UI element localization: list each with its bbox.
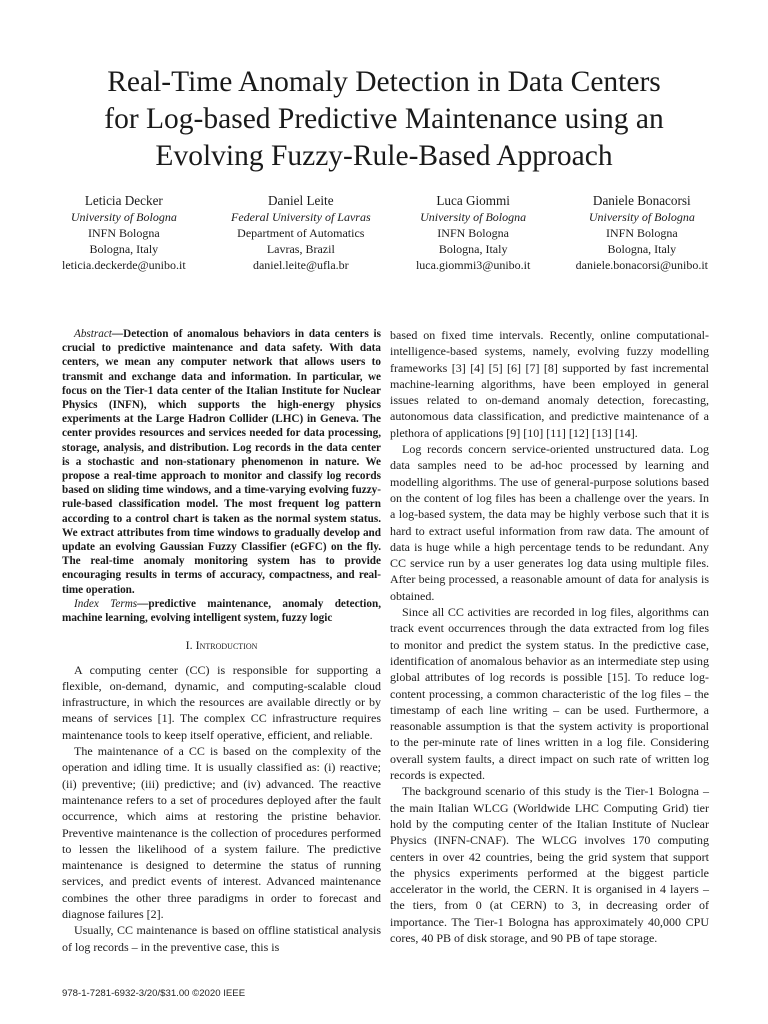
author-name: Leticia Decker <box>84 193 163 208</box>
author-email: daniele.bonacorsi@unibo.it <box>575 258 708 272</box>
paragraph: The background scenario of this study is the Tier-1 Bologna – the main Italian WLCG (Worldwide LHC Computing Grid) tier hold by the computing center of the Italian Institute of Nuclear Physics (INFN-CNAF). The WLCG involves 170 computing centers in over 42 countries, being the grid system that support the physics experiments performed at the biggest particle accelerator in the world, the CERN. It is organised in 4 layers – the tiers, from 0 (at CERN) to 3, in decreasing order of importance. The Tier-1 Bologna has approximately 40,000 CPU cores, 40 PB of disk storage, and 90 PB of tape storage. <box>390 784 709 945</box>
paragraph: Since all CC activities are recorded in log files, algorithms can track event occurrences through the data extracted from log files to monitor and predict the system status. In the predictive case, identification of anomalous behavior as an intermediate step using global attributes of log records is possible [15]. To reduce log-content processing, a common characteristic of the log files – the timestamp of each line writing – can be used. Furthermore, a reasonable assumption is that the system activity is proportional to the per-minute rate of lines written in a log file. Considering overall system faults, a direct impact on such rate of written log records is expected. <box>390 605 709 783</box>
author-location: Lavras, Brazil <box>266 242 335 256</box>
author-org: INFN Bologna <box>437 226 509 240</box>
author-org: Department of Automatics <box>237 226 365 240</box>
right-column <box>390 327 709 946</box>
author-email: leticia.deckerde@unibo.it <box>62 258 186 272</box>
author-block <box>416 192 530 273</box>
index-terms <box>62 597 381 625</box>
author-affiliation: University of Bologna <box>420 210 527 224</box>
paper-title <box>40 64 728 175</box>
paragraph: based on fixed time intervals. Recently, online computational-intelligence-based systems, namely, evolving fuzzy modelling frameworks [3] [4] [5] [6] [7] [8] supported by fast incremental machine-learning algorithms, have been employed in general issues related to on-demand anomaly detection, forecasting, autonomous data classification, and predictive maintenance of a plethora of applications [9] [10] [11] [12] [13] [14]. <box>390 328 709 440</box>
index-terms-text: —predictive maintenance, anomaly detection, machine learning, evolving intelligent system, fuzzy logic <box>62 597 382 625</box>
paragraph: Usually, CC maintenance is based on offline statistical analysis of log records – in the preventive case, this is <box>62 923 381 954</box>
author-email: daniel.leite@ufla.br <box>252 258 349 272</box>
section-heading <box>62 637 381 653</box>
author-block <box>576 192 708 273</box>
author-block <box>62 192 186 273</box>
author-location: Bologna, Italy <box>89 242 159 256</box>
author-name: Luca Giommi <box>436 193 510 208</box>
copyright-footer: 978-1-7281-6932-3/20/$31.00 ©2020 IEEE <box>62 988 246 999</box>
section-title: Introduction <box>195 638 258 653</box>
author-org: INFN Bologna <box>605 226 678 240</box>
paragraph: Log records concern service-oriented unstructured data. Log data samples need to be ad-hoc processed by learning and modelling algorithms. The use of general-purpose solutions based on the content of log files has been a challenge over the years. In a log-based system, the data may be highly verbose such that it is hard to extract useful information from raw data. The amount of data is huge while a high percentage tends to be redundant. Any CC service run by a user generates log data using multiple files. After being processed, a reasonable amount of data for analysis is obtained. <box>390 442 709 603</box>
author-affiliation: Federal University of Lavras <box>230 210 371 224</box>
author-block <box>231 192 371 273</box>
index-terms-label: Index Terms <box>74 597 138 610</box>
author-email: luca.giommi3@unibo.it <box>415 258 531 272</box>
paragraph: A computing center (CC) is responsible for supporting a flexible, on-demand, dynamic, and computing-scalable cloud infrastructure, in which the resources are available directly or by means of services [1]. The complex CC infrastructure requires maintenance tools to keep itself operative, efficient, and reliable. <box>62 662 381 742</box>
author-location: Bologna, Italy <box>438 242 508 256</box>
author-affiliation: University of Bologna <box>588 210 695 224</box>
author-name: Daniele Bonacorsi <box>592 193 691 208</box>
abstract-text: —Detection of anomalous behaviors in data centers is crucial to predictive maintenance and data safety. With data centers, we mean any computer network that allows users to transmit and exchange data and information. In particular, we focus on the Tier-1 data center of the Italian Institute for Nuclear Physics (INFN), which supports the high-energy physics experiments at the Large Hadron Collider (LHC) in Geneva. The center provides resources and services needed for data processing, storage, analysis, and distribution. Log records in the data center is a stochastic and non-stationary phenomenon in nature. We propose a real-time approach to monitor and classify log records based on sliding time windows, and a time-varying evolving fuzzy-rule-based classification model. The most frequent log pattern according to a control chart is taken as the normal system status. We extract attributes from time windows to gradually develop and update an evolving Gaussian Fuzzy Classifier (eGFC) on the fly. The real-time anomaly monitoring system has to provide encouraging results in terms of accuracy, compactness, and real-time operation. <box>62 328 381 596</box>
left-column <box>62 327 381 955</box>
author-org: INFN Bologna <box>88 226 160 240</box>
author-affiliation: University of Bologna <box>70 210 177 224</box>
title-line: Real-Time Anomaly Detection in Data Centers <box>107 66 661 98</box>
title-line: Evolving Fuzzy-Rule-Based Approach <box>155 140 613 172</box>
section-numeral: I. <box>185 638 196 653</box>
author-name: Daniel Leite <box>268 193 334 208</box>
author-location: Bologna, Italy <box>607 242 677 256</box>
title-line: for Log-based Predictive Maintenance using an <box>104 103 664 135</box>
abstract-label: Abstract <box>74 328 112 340</box>
author-list <box>62 192 708 273</box>
paragraph: The maintenance of a CC is based on the complexity of the operation and idling time. It is usually classified as: (i) reactive; (ii) preventive; (iii) predictive; and (iv) advanced. The reactive maintenance refers to a set of procedures deployed after the fault occurrence, which aims at restoring the pristine behavior. Preventive maintenance is the collection of procedures performed to lessen the likelihood of a system failure. The predictive maintenance is designed to determine the status of running services, and predict events of interest. Advanced maintenance combines the other three paradigms in order to forecast and diagnose failures [2]. <box>62 744 381 922</box>
abstract <box>62 327 381 597</box>
